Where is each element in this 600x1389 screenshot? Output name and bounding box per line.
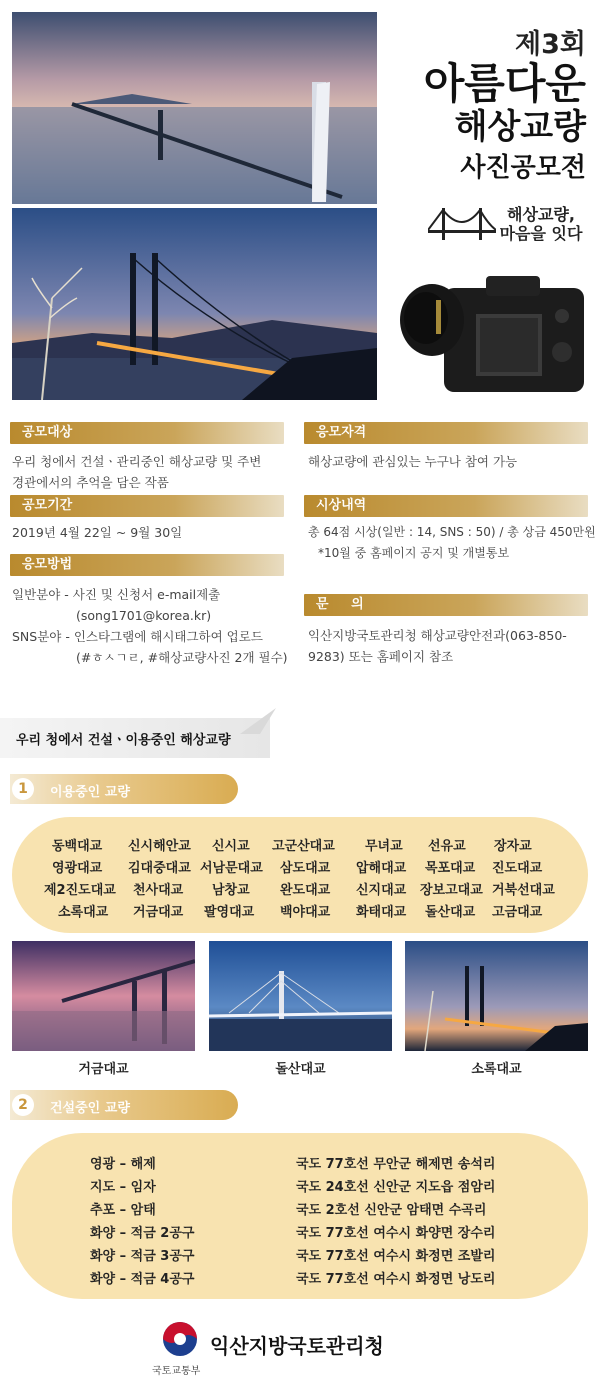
period-label: 공모기간 (10, 495, 284, 517)
title-line1: 아름다운 (423, 59, 586, 108)
caption-dolsan: 돌산대교 (275, 1062, 326, 1077)
eligibility-label: 응모자격 (304, 422, 588, 444)
method-line: (#ㅎㅅㄱㄹ, #해상교량사진 2개 필수) (76, 650, 288, 665)
period-text: 2019년 4월 22일 ~ 9월 30일 (12, 525, 183, 540)
construction-location: 국도 24호선 신안군 지도읍 점암리 (296, 1180, 496, 1195)
construction-location: 국도 77호선 여수시 화정면 조발리 (296, 1249, 496, 1264)
construction-location: 국도 2호선 신안군 암태면 수곡리 (296, 1203, 487, 1218)
awards-label: 시상내역 (304, 495, 588, 517)
bridge-name: 거금대교 (133, 905, 184, 920)
bridge-name: 팔영대교 (204, 905, 255, 920)
target-label: 공모대상 (10, 422, 284, 444)
contact-line: 9283) 또는 홈페이지 참조 (308, 649, 454, 664)
construction-name: 화양 – 적금 4공구 (90, 1272, 195, 1287)
construction-location: 국도 77호선 무안군 해제면 송석리 (296, 1157, 496, 1172)
bridge-name: 장자교 (494, 839, 532, 854)
construction-name: 지도 – 임자 (90, 1180, 156, 1195)
construction-name: 화양 – 적금 2공구 (90, 1226, 195, 1241)
method-line: 일반분야 - 사진 및 신청서 e-mail제출 (12, 587, 221, 602)
bridge-logo-icon (428, 206, 496, 246)
bridge-name: 고군산대교 (272, 839, 335, 854)
title-line3: 사진공모전 (460, 153, 586, 183)
caption-geogeum: 거금대교 (78, 1062, 129, 1077)
construction-name: 추포 – 암태 (90, 1203, 156, 1218)
awards-line: 총 64점 시상(일반 : 14, SNS : 50) / 총 상금 450만원 (308, 525, 596, 539)
contact-line: 익산지방국토관리청 해상교량안전과(063-850- (308, 628, 567, 643)
construction-label: 건설중인 교량 (50, 1101, 130, 1116)
hero-photo-bridge-misty (12, 12, 377, 204)
slogan-line2: 마음을 잇다 (499, 224, 583, 243)
target-text (12, 451, 302, 493)
target-line: 경관에서의 추억을 담은 작품 (12, 475, 169, 490)
ministry-logo-icon (162, 1321, 198, 1361)
title-block (366, 22, 586, 184)
bridge-name: 소록대교 (58, 905, 109, 920)
bridge-name: 고금대교 (492, 905, 543, 920)
construction-location: 국도 77호선 여수시 화양면 장수리 (296, 1226, 496, 1241)
photo-sorok-bridge (405, 941, 588, 1051)
bridge-name: 거북선대교 (492, 883, 555, 898)
construction-location: 국도 77호선 여수시 화정면 낭도리 (296, 1272, 496, 1287)
bridge-name: 천사대교 (133, 883, 184, 898)
construction-number: 2 (12, 1094, 34, 1116)
contact-label: 문 의 (304, 594, 588, 616)
title-edition: 제3회 (515, 29, 586, 60)
photo-geogeum-bridge (12, 941, 195, 1051)
bridge-name: 영광대교 (52, 861, 103, 876)
construction-name: 화양 – 적금 3공구 (90, 1249, 195, 1264)
in-use-number: 1 (12, 778, 34, 800)
slogan (496, 205, 586, 243)
camera-image (396, 270, 592, 404)
ministry-name: 국토교통부 (152, 1366, 201, 1377)
bridge-name: 목포대교 (425, 861, 476, 876)
caption-sorok: 소록대교 (471, 1062, 522, 1077)
bridge-name: 신지대교 (356, 883, 407, 898)
method-text (12, 584, 302, 668)
banner-arrow-icon (240, 708, 276, 738)
bridge-name: 서남문대교 (200, 861, 263, 876)
bridge-name: 무녀교 (365, 839, 403, 854)
contact-text (308, 625, 600, 667)
bridge-name: 돌산대교 (425, 905, 476, 920)
title-line2: 해상교량 (454, 107, 586, 147)
bridge-name: 남창교 (212, 883, 250, 898)
bridge-name: 완도대교 (280, 883, 331, 898)
eligibility-text: 해상교량에 관심있는 누구나 참여 가능 (308, 454, 518, 469)
hero-photo-bridge-dusk (12, 208, 377, 400)
photo-dolsan-bridge (209, 941, 392, 1051)
in-use-label: 이용중인 교량 (50, 785, 130, 800)
bridge-name: 제2진도대교 (44, 883, 116, 898)
bridge-name: 김대중대교 (128, 861, 191, 876)
construction-name: 영광 – 해제 (90, 1157, 156, 1172)
bridge-name: 선유교 (428, 839, 466, 854)
slogan-line1: 해상교량, (507, 205, 575, 224)
awards-text (308, 522, 600, 564)
method-label: 응모방법 (10, 554, 284, 576)
bridge-name: 압해대교 (356, 861, 407, 876)
method-line: (song1701@korea.kr) (76, 608, 212, 623)
awards-line: *10월 중 홈페이지 공지 및 개별통보 (318, 546, 510, 560)
bridge-name: 진도대교 (492, 861, 543, 876)
target-line: 우리 청에서 건설ㆍ관리중인 해상교량 및 주변 (12, 454, 262, 469)
bridge-name: 장보고대교 (420, 883, 483, 898)
bridge-name: 동백대교 (52, 839, 103, 854)
agency-name: 익산지방국토관리청 (210, 1334, 384, 1358)
bridge-name: 신시교 (212, 839, 250, 854)
banner-title: 우리 청에서 건설ㆍ이용중인 해상교량 (16, 733, 231, 748)
bridge-name: 신시해안교 (128, 839, 191, 854)
bridge-name: 화태대교 (356, 905, 407, 920)
bridge-name: 삼도대교 (280, 861, 331, 876)
bridge-name: 백야대교 (280, 905, 331, 920)
method-line: SNS분야 - 인스타그램에 해시태그하여 업로드 (12, 629, 263, 644)
